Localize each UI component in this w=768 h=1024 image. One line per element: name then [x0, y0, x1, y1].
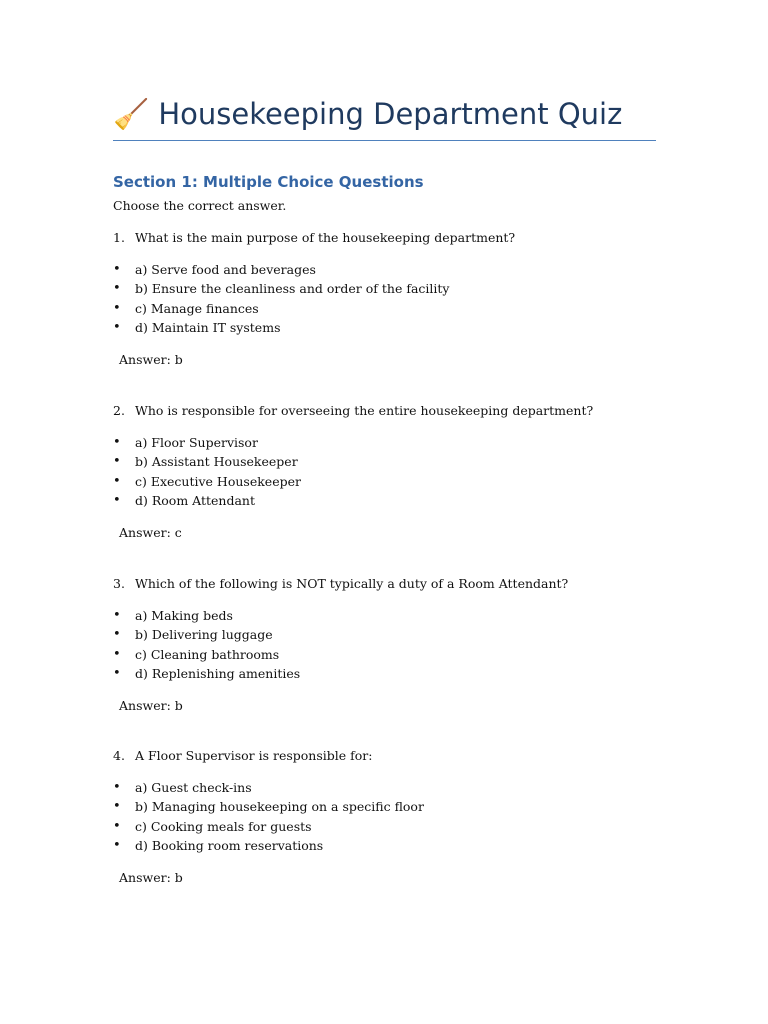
option-text: d) Replenishing amenities [135, 665, 301, 681]
option-item [113, 491, 673, 510]
option-item [113, 778, 673, 797]
answer-text: Answer: b [119, 698, 183, 714]
question-number: 4. [113, 748, 125, 763]
bullet-icon: • [113, 665, 121, 681]
option-text: b) Delivering luggage [135, 627, 273, 643]
question-line [113, 401, 673, 421]
option-text: c) Manage finances [135, 300, 259, 316]
bullet-icon: • [113, 473, 121, 489]
option-list [113, 606, 673, 683]
question-text: A Floor Supervisor is responsible for: [135, 748, 373, 763]
option-item [113, 433, 673, 452]
bullet-icon: • [113, 281, 121, 297]
question-text: Which of the following is NOT typically a duty of a Room Attendant? [135, 576, 569, 591]
option-list [113, 433, 673, 510]
option-list [113, 260, 673, 337]
bullet-icon: • [113, 627, 121, 643]
option-item [113, 318, 673, 337]
option-text: d) Booking room reservations [135, 837, 324, 853]
bullet-icon: • [113, 780, 121, 795]
option-text: d) Maintain IT systems [135, 319, 281, 335]
option-text: c) Cleaning bathrooms [135, 646, 280, 662]
option-item [113, 260, 673, 279]
option-text: a) Guest check-ins [135, 780, 252, 795]
option-item [113, 299, 673, 318]
option-text: c) Executive Housekeeper [135, 473, 301, 489]
option-item [113, 664, 673, 683]
question-number: 3. [113, 576, 125, 591]
question-4 [113, 746, 673, 888]
bullet-icon: • [113, 300, 121, 316]
bullet-icon: • [113, 492, 121, 508]
option-text: b) Assistant Housekeeper [135, 454, 298, 470]
question-number: 1. [113, 230, 125, 245]
question-line [113, 574, 673, 594]
question-line [113, 746, 673, 766]
option-item [113, 606, 673, 625]
bullet-icon: • [113, 837, 121, 853]
bullet-icon: • [113, 818, 121, 834]
answer-text: Answer: c [119, 525, 182, 541]
option-text: a) Making beds [135, 608, 233, 623]
question-line [113, 228, 673, 248]
answer-text: Answer: b [119, 352, 183, 368]
option-item [113, 645, 673, 664]
option-item [113, 279, 673, 298]
option-text: a) Serve food and beverages [135, 262, 316, 277]
option-text: d) Room Attendant [135, 492, 255, 508]
option-item [113, 836, 673, 855]
option-text: c) Cooking meals for guests [135, 818, 312, 834]
question-text: Who is responsible for overseeing the entire housekeeping department? [135, 403, 594, 418]
question-number: 2. [113, 403, 125, 418]
question-1 [113, 228, 673, 370]
bullet-icon: • [113, 646, 121, 662]
option-item [113, 797, 673, 816]
bullet-icon: • [113, 608, 121, 623]
bullet-icon: • [113, 435, 121, 450]
section-heading: Section 1: Multiple Choice Questions [113, 173, 424, 191]
document-title: 🧹 Housekeeping Department Quiz [113, 97, 623, 131]
instruction-text: Choose the correct answer. [113, 198, 287, 213]
option-text: b) Managing housekeeping on a specific floor [135, 799, 424, 815]
option-item [113, 472, 673, 491]
option-item [113, 817, 673, 836]
bullet-icon: • [113, 262, 121, 277]
bullet-icon: • [113, 454, 121, 470]
option-item [113, 625, 673, 644]
question-text: What is the main purpose of the housekeeping department? [135, 230, 516, 245]
question-3 [113, 574, 673, 716]
option-text: a) Floor Supervisor [135, 435, 258, 450]
option-list [113, 778, 673, 855]
answer-text: Answer: b [119, 870, 183, 886]
option-item [113, 452, 673, 471]
bullet-icon: • [113, 319, 121, 335]
question-2 [113, 401, 673, 543]
option-text: b) Ensure the cleanliness and order of the facility [135, 281, 450, 297]
title-underline-divider [113, 140, 656, 141]
bullet-icon: • [113, 799, 121, 815]
